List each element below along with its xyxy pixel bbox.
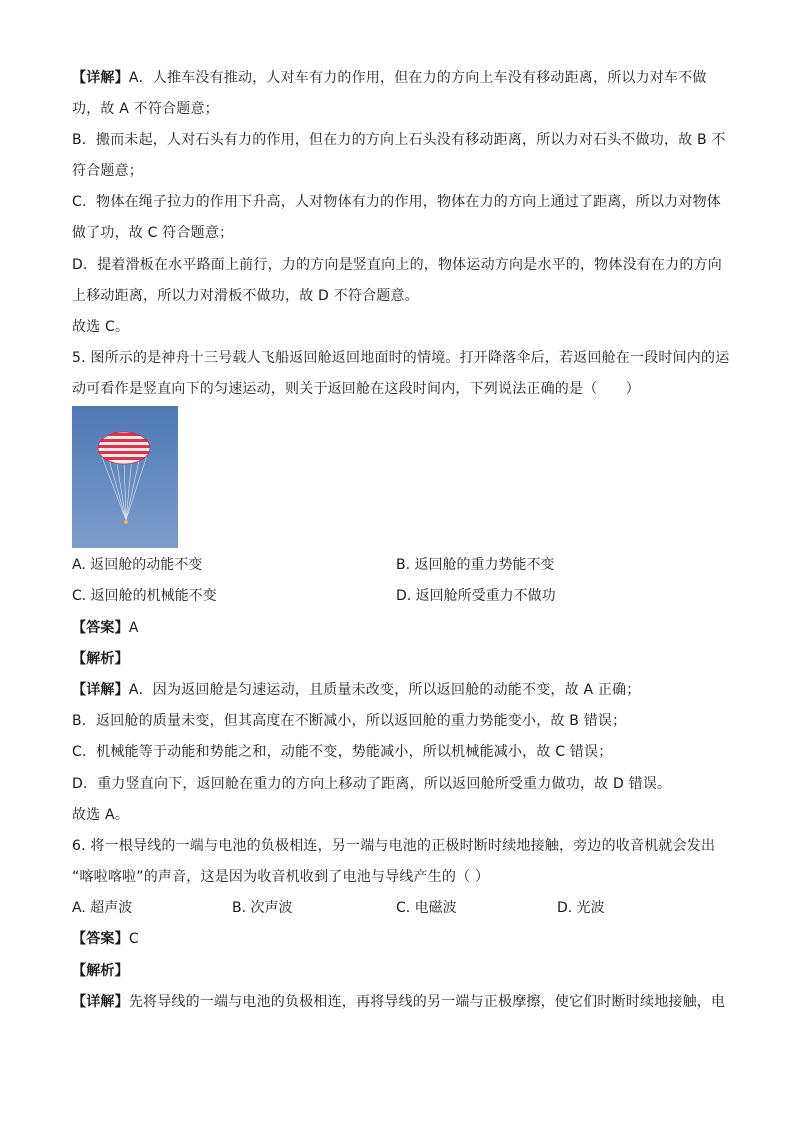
q4-detail-a-line2: 功，故 A 不符合题意； — [72, 101, 219, 117]
q6-option-c[interactable]: C. 电磁波 — [396, 900, 457, 916]
q4-detail-c-line1: C．物体在绳子拉力的作用下升高，人对物体有力的作用，物体在力的方向上通过了距离，所以力对物体 — [72, 194, 721, 210]
detail-tag: 【详解】 — [72, 994, 129, 1010]
q6-option-a[interactable]: A. 超声波 — [72, 900, 133, 916]
detail-tag: 【详解】 — [72, 70, 129, 86]
q6-answer — [72, 929, 732, 949]
q5-option-a[interactable]: A. 返回舱的动能不变 — [72, 557, 203, 573]
q5-detail-d: D．重力竖直向下，返回舱在重力的方向上移动了距离，所以返回舱所受重力做功，故 D 错误。 — [72, 776, 672, 792]
q5-option-c[interactable]: C. 返回舱的机械能不变 — [72, 588, 217, 604]
q5-detail-b: B．返回舱的质量未变，但其高度在不断减小，所以返回舱的重力势能变小，故 B 错误； — [72, 713, 627, 729]
detail-tag: 【详解】 — [72, 682, 129, 698]
q6-detail-line1: 【详解】先将导线的一端与电池的负极相连，再将导线的另一端与正极摩擦，使它们时断时续地接触，电 — [72, 994, 726, 1010]
parachute-capsule-photo — [72, 406, 178, 548]
q4-detail-b-line1: B．搬而未起，人对石头有力的作用，但在力的方向上石头没有移动距离，所以力对石头不做功，故 B 不 — [72, 132, 726, 148]
q6-analysis-tag: 【解析】 — [72, 963, 129, 979]
q4-detail-d-line2: 上移动距离，所以力对滑板不做功，故 D 不符合题意。 — [72, 288, 419, 304]
q5-analysis-tag: 【解析】 — [72, 651, 129, 667]
q4-detail-d-line1: D．提着滑板在水平路面上前行，力的方向是竖直向上的，物体运动方向是水平的，物体没有在力的方向 — [72, 257, 722, 273]
answer-value: C — [128, 931, 139, 947]
q5-stem-line1: 5. 图所示的是神舟十三号载人飞船返回舱返回地面时的情境。打开降落伞后，若返回舱在一段时间内的运 — [72, 350, 730, 366]
q5-answer — [72, 618, 732, 638]
answer-tag: 【答案】 — [72, 620, 129, 636]
q6-option-b[interactable]: B. 次声波 — [232, 900, 293, 916]
q5-conclusion: 故选 A。 — [72, 807, 130, 823]
q5-option-d[interactable]: D. 返回舱所受重力不做功 — [396, 588, 556, 604]
q4-detail-c-line2: 做了功，故 C 符合题意； — [72, 225, 234, 241]
return-capsule — [124, 520, 128, 524]
q5-option-b[interactable]: B. 返回舱的重力势能不变 — [396, 557, 555, 573]
q6-stem-line2: “喀啦喀啦”的声音，这是因为收音机收到了电池与导线产生的（ ） — [72, 869, 490, 885]
q4-detail-a-line1: 【详解】A．人推车没有推动，人对车有力的作用，但在力的方向上车没有移动距离，所以力对车不做 — [72, 70, 707, 86]
q6-stem-line1: 6. 将一根导线的一端与电池的负极相连，另一端与电池的正极时断时续地接触，旁边的收音机就会发出 — [72, 838, 716, 854]
answer-tag: 【答案】 — [72, 931, 129, 947]
q5-detail-c: C．机械能等于动能和势能之和，动能不变，势能减小，所以机械能减小，故 C 错误； — [72, 744, 613, 760]
q4-detail-b-line2: 符合题意； — [72, 163, 143, 179]
q4-conclusion: 故选 C。 — [72, 319, 130, 335]
q5-detail-a: 【详解】A．因为返回舱是匀速运动，且质量未改变，所以返回舱的动能不变，故 A 正确； — [72, 682, 641, 698]
q6-option-d[interactable]: D. 光波 — [557, 900, 605, 916]
answer-value: A — [128, 620, 139, 636]
q5-stem-line2: 动可看作是竖直向下的匀速运动，则关于返回舱在这段时间内，下列说法正确的是（ ） — [72, 381, 640, 397]
